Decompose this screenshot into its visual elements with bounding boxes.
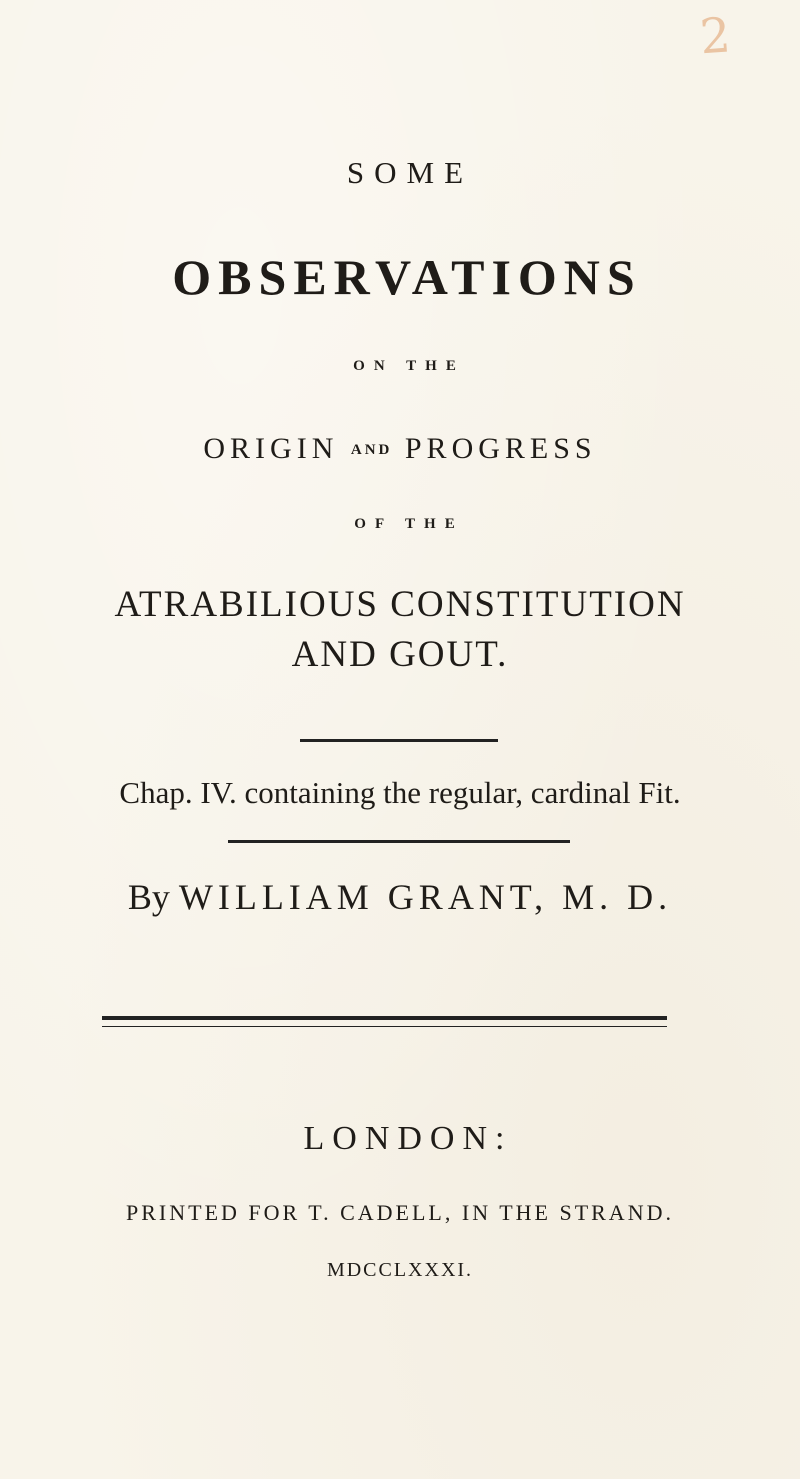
ornamental-rule-middle [228,840,570,843]
author-byline [0,876,800,918]
title-line-on-the: ON THE [353,358,465,374]
author-name: WILLIAM GRANT, M. D. [178,877,673,917]
double-rule-thick [102,1016,667,1020]
ornamental-rule-top [300,739,498,742]
title-line-of-the: OF THE [354,516,464,532]
double-rule-thin [102,1026,667,1027]
title-line-and-gout: AND GOUT. [291,634,509,675]
title-line-observations: OBSERVATIONS [172,249,642,305]
chapter-line: Chap. IV. containing the regular, cardinal Fit. [119,775,681,810]
title-word-origin: ORIGIN [203,432,339,465]
page-number-mark: 2 [698,7,733,66]
title-line-some: SOME [346,155,474,190]
title-word-and: AND [350,442,393,458]
byline-prefix: By [127,877,170,917]
imprint-printer: PRINTED FOR T. CADELL, IN THE STRAND. [126,1200,674,1225]
imprint-city: LONDON: [303,1120,513,1157]
title-line-atrabilious: ATRABILIOUS CONSTITUTION [114,584,686,625]
title-word-progress: PROGRESS [404,432,597,465]
title-line-origin-and-progress [0,432,800,466]
imprint-date: MDCCLXXXI. [326,1259,474,1281]
